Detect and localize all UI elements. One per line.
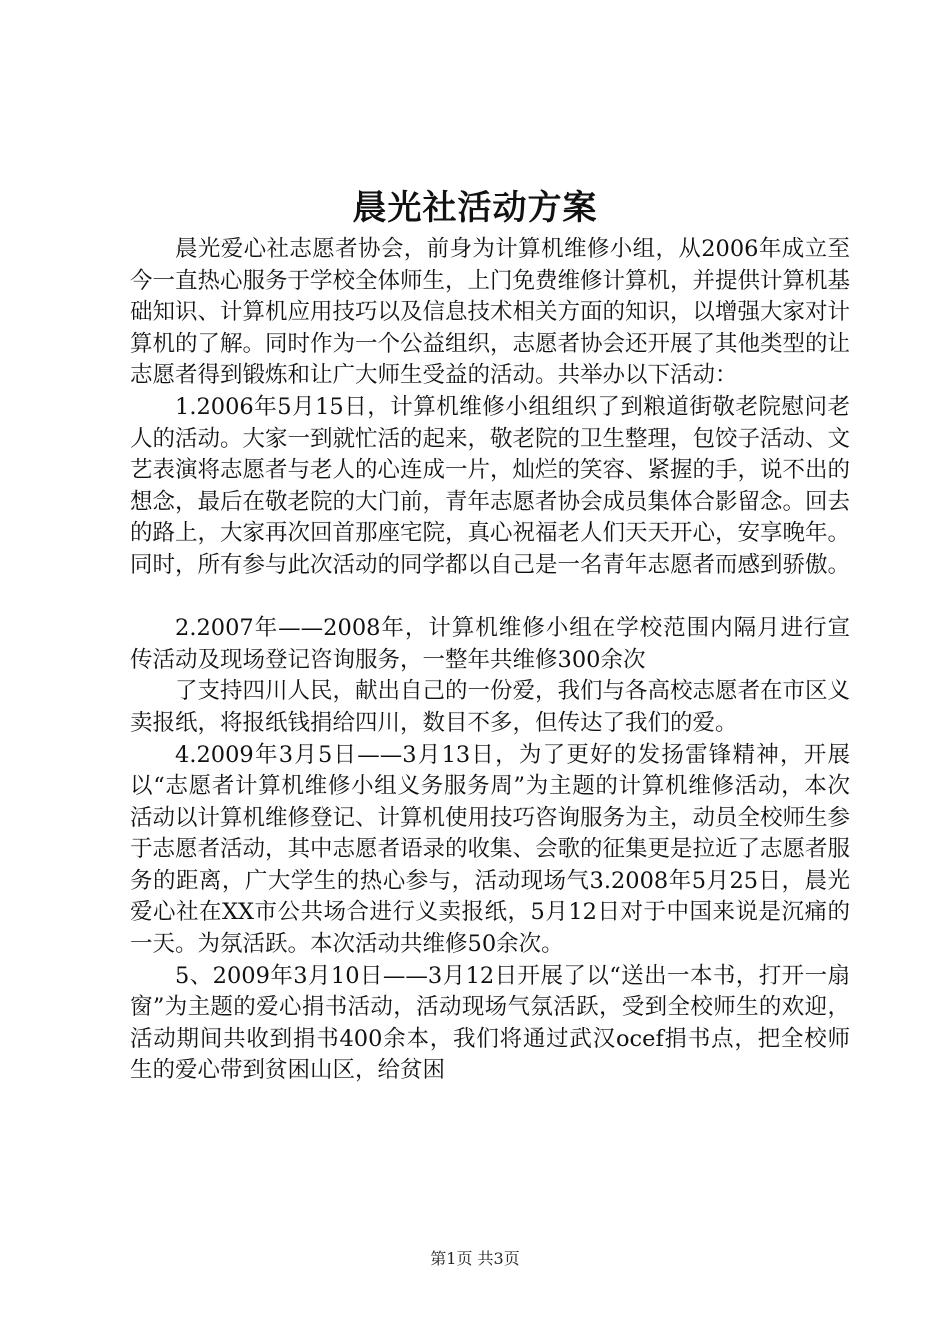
document-title: 晨光社活动方案 bbox=[352, 188, 598, 228]
paragraph-intro: 晨光爱心社志愿者协会，前身为计算机维修小组，从2006年成立至今一直热心服务于学校全体师生，上门免费维修计算机，并提供计算机基础知识、计算机应用技巧以及信息技术相关方面的知识，以增强大家对计算机的了解。同时作为一个公益组织，志愿者协会还开展了其他类型的让志愿者得到锻炼和让广大师生受益的活动。共举办以下活动： bbox=[130, 236, 851, 389]
paragraph-activity-4: 4.2009年3月5日——3月13日，为了更好的发扬雷锋精神，开展以“志愿者计算机维修小组义务服务周”为主题的计算机维修活动，本次活动以计算机维修登记、计算机使用技巧咨询服务为主，动员全校师生参于志愿者活动，其中志愿者语录的收集、会歌的征集更是拉近了志愿者服务的距离，广大学生的热心参与，活动现场气3.2008年5月25日，晨光爱心社在XX市公共场合进行义卖报纸，5月12日对于中国来说是沉痛的一天。为氛活跃。本次活动共维修50余次。 bbox=[130, 741, 851, 958]
paragraph-activity-2: 2.2007年——2008年，计算机维修小组在学校范围内隔月进行宣传活动及现场登记咨询服务，一整年共维修300余次 bbox=[130, 615, 850, 673]
document-body bbox=[130, 234, 850, 1087]
paragraph-activity-1: 1.2006年5月15日，计算机维修小组组织了到粮道街敬老院慰问老人的活动。大家一到就忙活的起来，敬老院的卫生整理，包饺子活动、文艺表演将志愿者与老人的心连成一片，灿烂的笑容、紧握的手，说不出的想念，最后在敬老院的大门前，青年志愿者协会成员集体合影留念。回去的路上，大家再次回首那座宅院，真心祝福老人们天天开心，安享晚年。同时，所有参与此次活动的同学都以自己是一名青年志愿者而感到骄傲。 bbox=[130, 393, 851, 578]
page-footer: 第1页 共3页 bbox=[430, 1249, 520, 1268]
paragraph-activity-5: 5、2009年3月10日——3月12日开展了以“送出一本书，打开一扇窗”为主题的爱心捐书活动，活动现场气氛活跃，受到全校师生的欢迎，活动期间共收到捐书400余本，我们将通过武汉ocef捐书点，把全校师生的爱心带到贫困山区，给贫困 bbox=[130, 962, 850, 1084]
paragraph-activity-3-fragment: 了支持四川人民，献出自己的一份爱，我们与各高校志愿者在市区义卖报纸，将报纸钱捐给四川，数目不多，但传达了我们的爱。 bbox=[130, 678, 851, 736]
